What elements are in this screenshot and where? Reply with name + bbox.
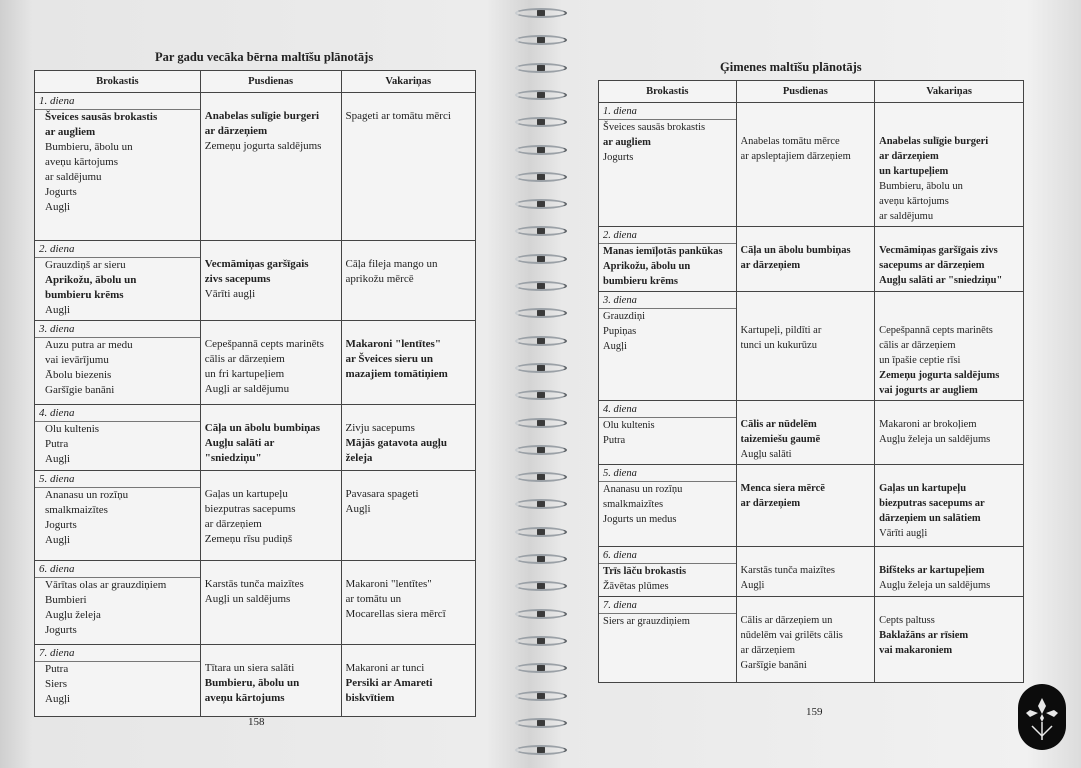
meal-item: Anabelas tomātu mērce [740,136,840,147]
spiral-ring [511,88,559,102]
meal-item: Vecmāmiņas garšīgais [204,258,309,270]
meal-item: bumbieru krēms [603,276,678,287]
meal-item: ar dārzeņiem [740,645,796,656]
day-label: 1. diena [35,94,200,110]
cell-lunch [736,465,875,547]
day-label: 4. diena [35,406,200,422]
cell-breakfast [35,471,201,561]
meal-item: ar dārzeņiem [740,260,801,271]
meal-item: Jogurts [603,152,634,163]
meal-item: Zemeņu jogurta saldējums [879,370,1000,381]
day-label: 7. diena [599,598,736,614]
meal-item: Žāvētas plūmes [603,581,669,592]
meal-item: biezputras sacepums ar [879,498,985,509]
cell-breakfast [35,645,201,717]
meal-item: Makaroni "lentītes" [345,578,432,590]
meal-item: Kartupeļi, pildīti ar [740,325,822,336]
meal-item: Makaroni ar tunci [345,662,425,674]
meal-item: Garšīgie banāni [45,384,115,396]
spiral-ring [511,497,559,511]
meal-item: Aprikožu, ābolu un [45,274,137,286]
meal-item: Vārīti augļi [204,288,256,300]
spacer [205,242,337,257]
meal-item: bumbieru krēms [45,289,124,301]
cell-lunch [736,547,875,597]
cell-dinner [341,645,476,717]
meal-item [879,308,1019,323]
meal-item: Ananasu un rozīņu [45,489,129,501]
meal-item: Karstās tunča maizītes [740,565,836,576]
meal-item: Ābolu biezenis [45,369,112,381]
meal-item: vai ievārījumu [45,354,109,366]
meal-item: Baklažāns ar rīsiem [879,630,969,641]
spacer [879,293,1019,308]
meal-item: smalkmaizītes [45,504,108,516]
cell-lunch [200,93,341,241]
meal-item [741,308,871,323]
cell-dinner [875,597,1024,683]
header-row [599,81,1024,103]
spacer [741,104,871,119]
spacer [879,402,1019,417]
meal-item: ar saldējumu [45,171,102,183]
table-row [35,471,476,561]
meal-item: Cepešpannā cepts marinēts [879,325,993,336]
column-header-dinner: Vakariņas [875,81,1024,103]
spiral-ring [511,634,559,648]
cell-dinner [341,405,476,471]
page-title: Ģimenes maltīšu plānotājs [720,60,862,74]
meal-item: Augļi [45,453,71,465]
meal-item: Augļi [45,201,71,213]
meal-item: sacepums ar dārzeņiem [879,260,985,271]
meal-item: Jogurts un medus [603,514,677,525]
meal-item: Augļu salāti ar [204,437,275,449]
meal-item: un fri kartupeļiem [204,368,285,380]
spiral-ring [511,443,559,457]
meal-item: Cepešpannā cepts marinēts [204,338,324,350]
day-label: 6. diena [599,548,736,564]
spiral-ring [511,661,559,675]
cell-dinner [875,103,1024,227]
spiral-ring [511,334,559,348]
cell-dinner [875,465,1024,547]
spiral-ring [511,197,559,211]
cell-breakfast [599,103,737,227]
meal-item: Spageti ar tomātu mērci [345,110,451,122]
spacer [879,598,1019,613]
spacer [346,646,472,661]
meal-item: Putra [45,438,69,450]
meal-planner-table [598,80,1024,683]
meal-item: Augļi [740,580,765,591]
spiral-ring [511,279,559,293]
cell-dinner [341,93,476,241]
cell-lunch [736,103,875,227]
table-row [599,103,1024,227]
meal-item: Menca siera mērcē [740,483,825,494]
spiral-ring [511,552,559,566]
meal-item: Persiki ar Amareti [345,677,433,689]
meal-item: Cepts paltuss [879,615,935,626]
day-label: 3. diena [35,322,200,338]
meal-item: Auzu putra ar medu [45,339,133,351]
meal-item: ar dārzeņiem [204,125,268,137]
spacer [879,104,1019,119]
meal-item: ar dārzeņiem [879,151,939,162]
meal-item: Pupiņas [603,326,637,337]
meal-item: Pavasara spageti [345,488,419,500]
cell-dinner [875,227,1024,292]
spacer [346,242,472,257]
meal-item: "sniedziņu" [204,452,262,464]
meal-item: Putra [603,435,626,446]
cell-breakfast [35,93,201,241]
meal-item: ar tomātu un [345,593,402,605]
meal-item: Bumbieru, ābolu un [204,677,300,689]
spiral-ring [511,115,559,129]
spiral-ring [511,416,559,430]
meal-item: dārzeņiem un salātiem [879,513,981,524]
cell-dinner [341,561,476,645]
spiral-ring [511,689,559,703]
day-label: 4. diena [599,402,736,418]
meal-item: ar augliem [603,137,651,148]
table-row [35,561,476,645]
meal-item: Cāļa fileja mango un [345,258,438,270]
spiral-ring [511,470,559,484]
spacer [879,466,1019,481]
meal-item: Zemeņu jogurta saldējums [204,140,322,152]
meal-item: biskvītiem [345,692,395,704]
cell-dinner [875,547,1024,597]
spiral-ring [511,143,559,157]
meal-item [741,119,871,134]
cell-lunch [200,241,341,321]
cell-lunch [200,321,341,405]
spacer [879,228,1019,243]
meal-item: Bumbieru, ābolu un [45,141,133,153]
table-row [599,292,1024,401]
page-number: 159 [806,706,823,718]
right-page [570,0,1075,768]
spacer [346,94,472,109]
meal-item: ar dārzeņiem [204,518,262,530]
meal-item: Augļi [45,693,71,705]
spiral-ring [511,33,559,47]
meal-item: smalkmaizītes [603,499,664,510]
column-header-lunch: Pusdienas [200,71,341,93]
meal-item: Anabelas sulīgie burgeri [879,136,989,147]
meal-item: taizemiešu gaumē [740,434,821,445]
meal-item: Šveices sausās brokastis [45,111,158,123]
meal-item: Olu kultenis [603,420,655,431]
cell-dinner [341,241,476,321]
cell-breakfast [35,405,201,471]
cell-breakfast [599,547,737,597]
spacer [205,472,337,487]
table-row [599,465,1024,547]
meal-item: Šveices sausās brokastis [603,122,706,133]
day-label: 5. diena [599,466,736,482]
table-row [599,597,1024,683]
meal-item: Makaroni ar brokoļiem [879,419,977,430]
meal-item: Vārīti augļi [879,528,928,539]
meal-item: želeja [345,452,373,464]
page-title: Par gadu vecāka bērna maltīšu plānotājs [155,50,374,64]
meal-item: Bumbieru, ābolu un [879,181,963,192]
spiral-ring [511,579,559,593]
cell-lunch [200,561,341,645]
meal-item: Trīs lāču brokastis [603,566,687,577]
spacer [346,322,472,337]
meal-item: aveņu kārtojums [879,196,949,207]
meal-item: Vārītas olas ar grauzdiņiem [45,579,167,591]
meal-item: Vecmāmiņas garšīgais zivs [879,245,998,256]
meal-item: Jogurts [45,624,77,636]
cell-breakfast [599,597,737,683]
meal-item: cālis ar dārzeņiem [204,353,285,365]
meal-item: Manas iemīļotās pankūkas [603,246,723,257]
cell-breakfast [599,292,737,401]
table-row [35,241,476,321]
column-header-breakfast: Brokastis [599,81,737,103]
spiral-ring [511,224,559,238]
cell-breakfast [599,227,737,292]
cell-dinner [875,292,1024,401]
spacer [741,402,871,417]
cell-breakfast [35,241,201,321]
meal-item: aveņu kārtojums [45,156,119,168]
spiral-ring [511,170,559,184]
meal-item: Augļi un saldējums [204,593,291,605]
spacer [741,466,871,481]
cell-dinner [341,471,476,561]
spacer [741,293,871,308]
day-label: 7. diena [35,646,200,662]
spiral-ring [511,716,559,730]
meal-item: Gaļas un kartupeļu [204,488,288,500]
meal-item: Augļu salāti [740,449,792,460]
meal-item: Grauzdiņš ar sieru [45,259,126,271]
table-row [35,321,476,405]
meal-item: cālis ar dārzeņiem [879,340,956,351]
meal-item: Jogurts [45,186,77,198]
meal-item: Cāļa un ābolu bumbiņas [204,422,321,434]
meal-item: aveņu kārtojums [204,692,285,704]
leaf-emblem-icon [1018,684,1066,750]
spiral-binding [503,0,569,768]
meal-item: Cālis ar dārzeņiem un [740,615,833,626]
meal-item: tunci un kukurūzu [740,340,817,351]
meal-item: Garšīgie banāni [740,660,807,671]
spiral-ring [511,361,559,375]
spiral-ring [511,61,559,75]
table-row [35,93,476,241]
meal-item: aprikožu mērcē [345,273,414,285]
table-row [599,547,1024,597]
table-row [599,227,1024,292]
meal-item: Tītara un siera salāti [204,662,295,674]
meal-item: Augļu salāti ar "sniedziņu" [879,275,1003,286]
page-number: 158 [248,716,265,728]
meal-item: zivs sacepums [204,273,271,285]
cell-dinner [341,321,476,405]
meal-item: Putra [45,663,69,675]
day-label: 2. diena [35,242,200,258]
meal-item: Gaļas un kartupeļu [879,483,967,494]
meal-item: Ananasu un rozīņu [603,484,683,495]
meal-item: Bifšteks ar kartupeļiem [879,565,985,576]
meal-item: Siers ar grauzdiņiem [603,616,690,627]
meal-item: vai jogurts ar augliem [879,385,978,396]
spiral-ring [511,252,559,266]
meal-item: ar dārzeņiem [740,498,801,509]
spacer [205,406,337,421]
meal-item: Anabelas sulīgie burgeri [204,110,320,122]
cell-lunch [200,405,341,471]
cell-lunch [736,227,875,292]
meal-item: Augļu želeja un saldējums [879,580,991,591]
meal-item: Olu kultenis [45,423,100,435]
meal-planner-table [34,70,476,717]
meal-item: Jogurts [45,519,77,531]
spacer [205,562,337,577]
table-row [35,645,476,717]
spacer [741,598,871,613]
meal-item: Siers [45,678,67,690]
spacer [879,548,1019,563]
meal-item [879,119,1019,134]
spiral-ring [511,743,559,757]
meal-item: mazajiem tomātiņiem [345,368,448,380]
day-label: 1. diena [599,104,736,120]
meal-item: Mājās gatavota augļu [345,437,447,449]
table-body [35,93,476,717]
spiral-ring [511,306,559,320]
meal-item: Mocarellas siera mērcī [345,608,446,620]
meal-item: Cālis ar nūdelēm [740,419,817,430]
day-label: 5. diena [35,472,200,488]
spacer [346,472,472,487]
meal-item: ar apsleptajiem dārzeņiem [740,151,851,162]
meal-item: nūdelēm vai grilēts cālis [740,630,843,641]
meal-item: Augļi [603,341,627,352]
meal-item: vai makaroniem [879,645,953,656]
meal-item: ar saldējumu [879,211,934,222]
spacer [346,406,472,421]
table-body [599,103,1024,683]
meal-item: Augļu želeja [45,609,101,621]
column-header-breakfast: Brokastis [35,71,201,93]
column-header-dinner: Vakariņas [341,71,476,93]
day-label: 3. diena [599,293,736,309]
left-page [10,0,500,768]
meal-item: Bumbieri [45,594,87,606]
meal-item: Augļi [45,534,71,546]
meal-item: Augļu želeja un saldējums [879,434,991,445]
table-row [35,405,476,471]
meal-item: Makaroni "lentītes" [345,338,441,350]
meal-item: un īpašie ceptie rīsi [879,355,961,366]
day-label: 2. diena [599,228,736,244]
meal-item: Zemeņu rīsu pudiņš [204,533,293,545]
meal-item: Zivju sacepums [345,422,415,434]
meal-item: Augļi ar saldējumu [204,383,290,395]
meal-item: Aprikožu, ābolu un [603,261,691,272]
spiral-ring [511,388,559,402]
table-row [599,401,1024,465]
day-label: 6. diena [35,562,200,578]
cell-breakfast [35,561,201,645]
meal-item: biezputras sacepums [204,503,296,515]
header-row [35,71,476,93]
column-header-lunch: Pusdienas [736,81,875,103]
cell-breakfast [35,321,201,405]
cell-breakfast [599,465,737,547]
cell-breakfast [599,401,737,465]
spacer [205,322,337,337]
meal-item: Augļi [345,503,371,515]
cell-lunch [736,401,875,465]
cell-lunch [200,645,341,717]
meal-item: un kartupeļiem [879,166,949,177]
meal-item: Cāļa un ābolu bumbiņas [740,245,851,256]
spacer [741,228,871,243]
spacer [346,562,472,577]
cell-dinner [875,401,1024,465]
spacer [205,94,337,109]
meal-item: ar Šveices sieru un [345,353,433,365]
spiral-ring [511,525,559,539]
spacer [205,646,337,661]
spacer [741,548,871,563]
meal-item: Karstās tunča maizītes [204,578,304,590]
spiral-ring [511,607,559,621]
spiral-ring [511,6,559,20]
cell-lunch [736,292,875,401]
meal-item: Augļi [45,304,71,316]
cell-lunch [200,471,341,561]
cell-lunch [736,597,875,683]
meal-item: Grauzdiņi [603,311,645,322]
meal-item: ar augliem [45,126,96,138]
